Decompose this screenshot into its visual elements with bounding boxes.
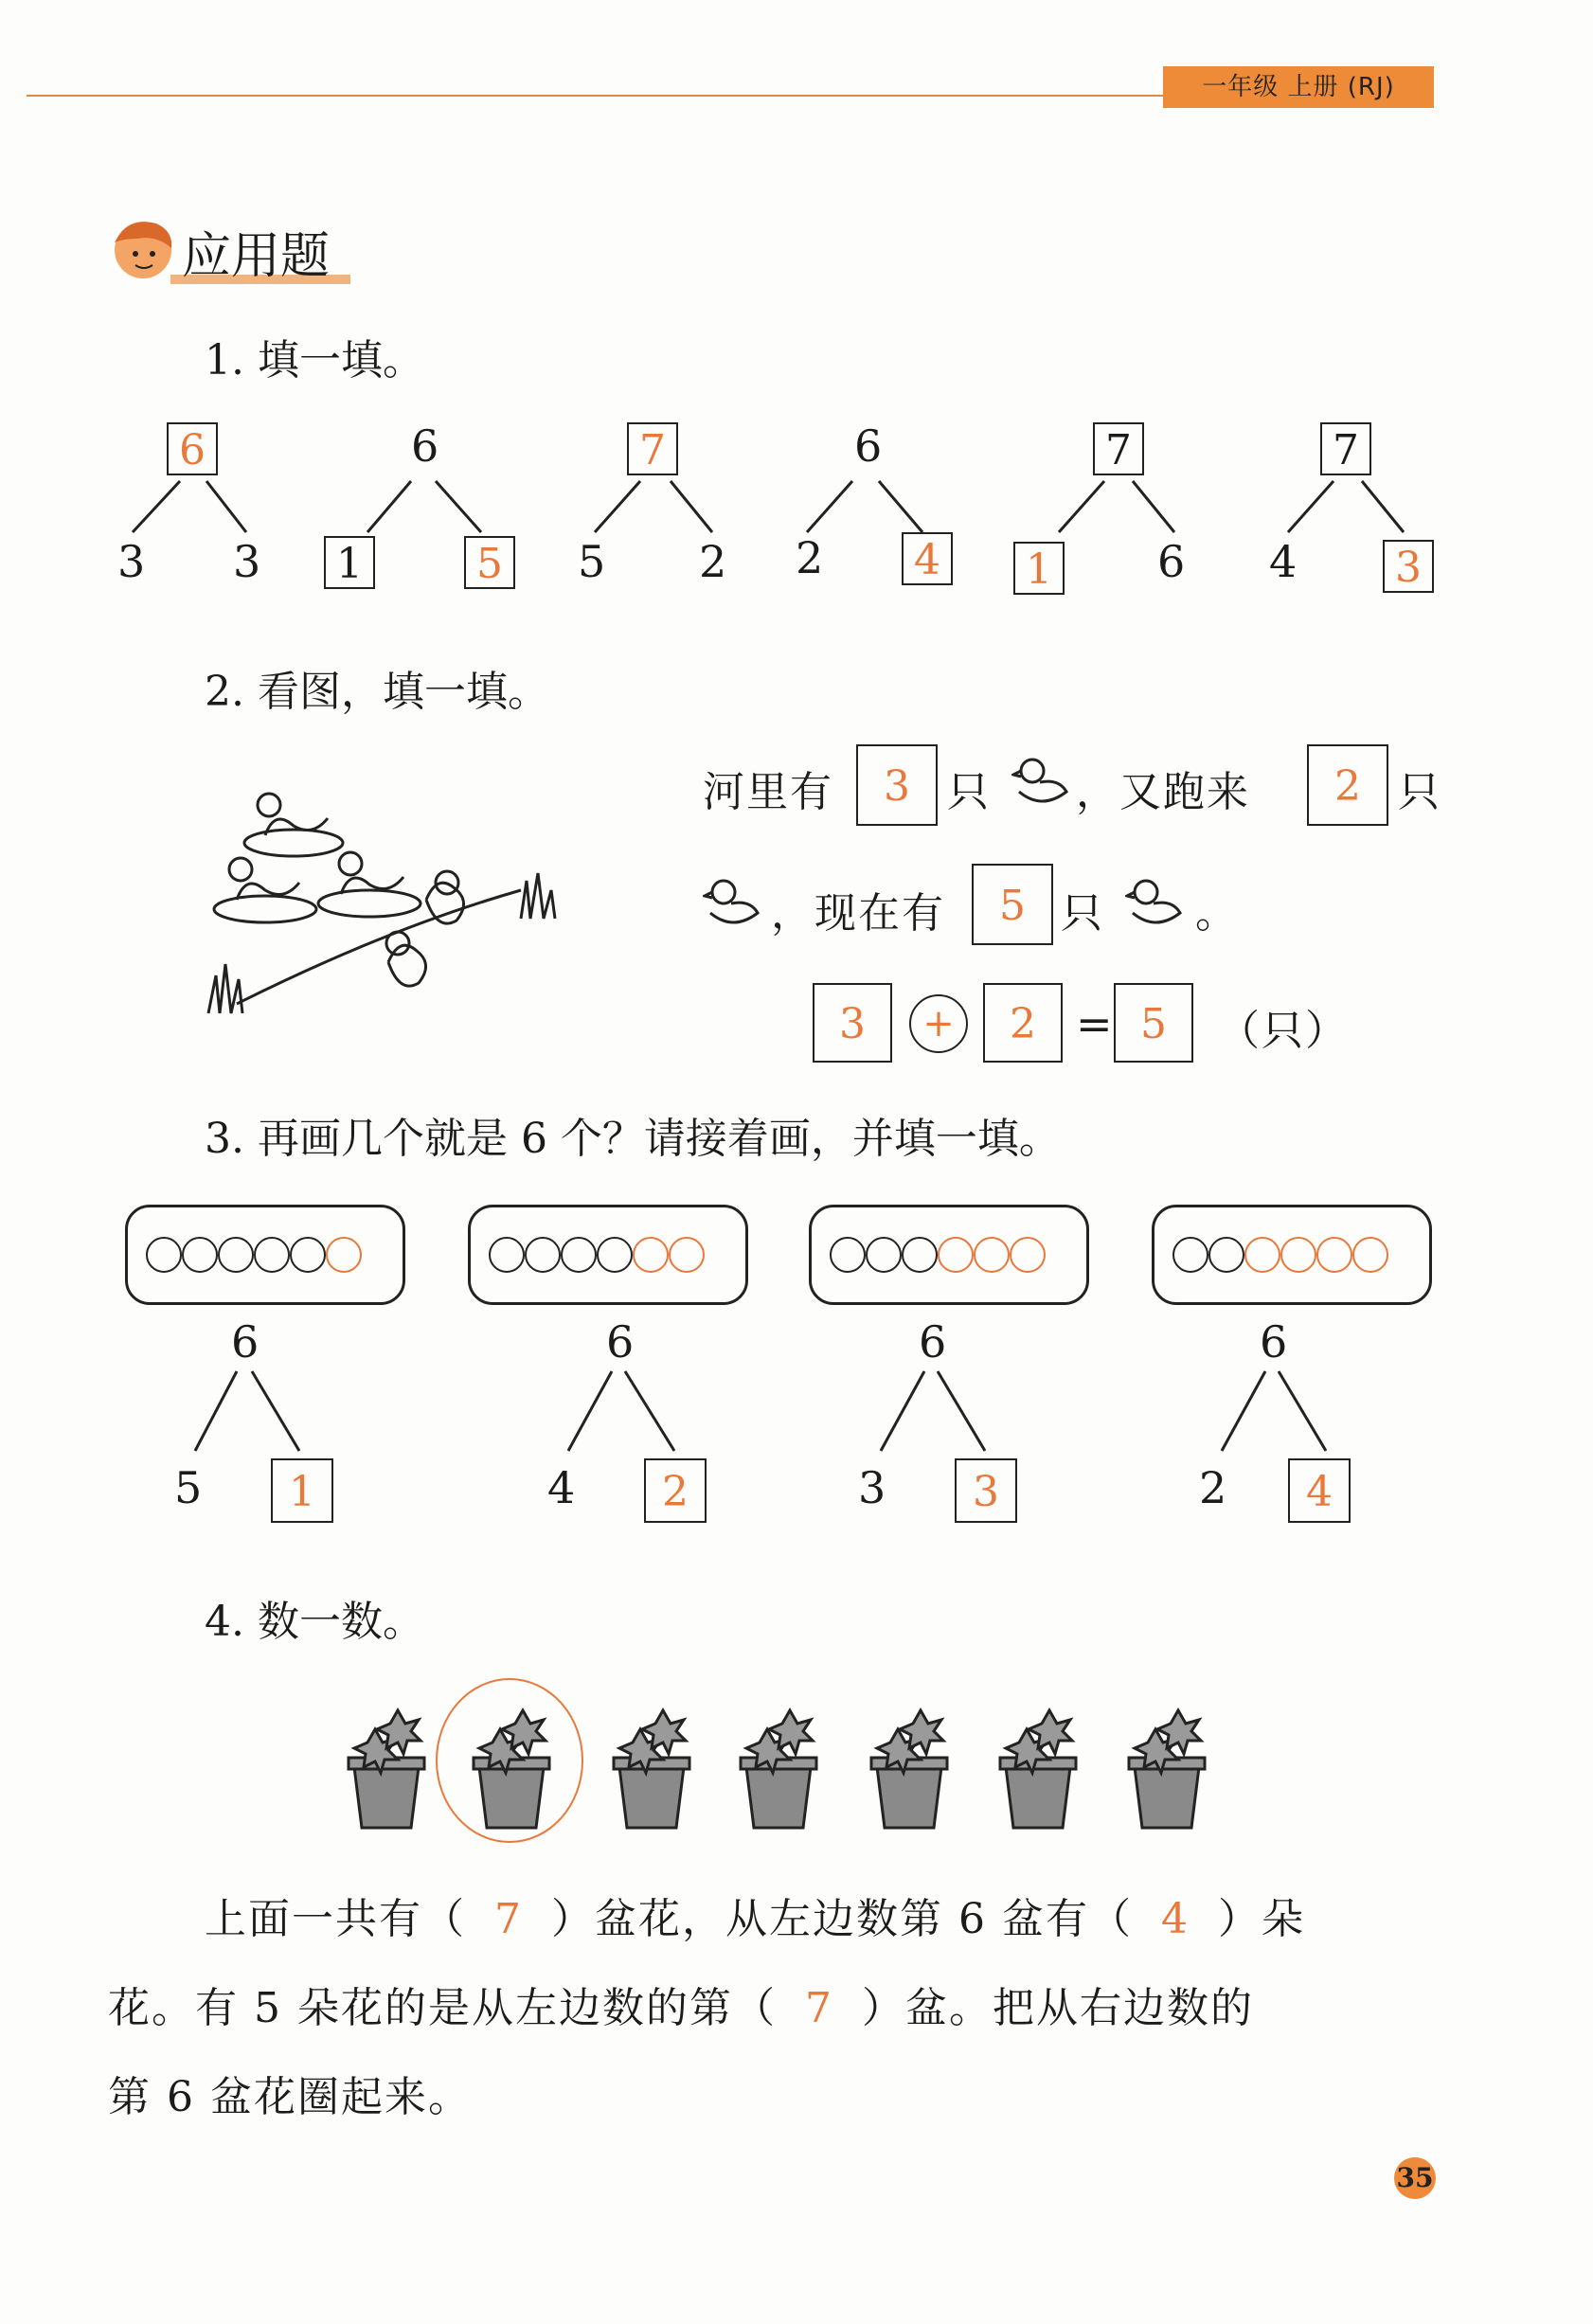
q4-text-b: ）盆花，从左边数第 6 盆有（ [551,1895,1133,1943]
given-circle [597,1237,633,1273]
q3-g4-right: 4 [1288,1458,1351,1523]
drawn-circle [974,1237,1010,1273]
section-title: 应用题 [182,228,331,285]
q1-tree3-left: 5 [578,536,606,587]
flower-pot-icon [722,1686,835,1837]
q1-tree1-top: 6 [167,422,218,475]
q4-answer-five: 7 [804,1984,833,2032]
duck-icon [1125,875,1184,928]
q3-g2-top: 6 [606,1316,635,1368]
flower-pot-icon [981,1686,1095,1837]
drawn-circle [633,1237,669,1273]
eq-box-a: 3 [813,983,892,1063]
q1-tree1-right: 3 [233,536,261,587]
given-circle [218,1237,254,1273]
drawn-circle [326,1237,362,1273]
q4-prompt: 4. 数一数。 [205,1598,424,1646]
q2-text-only2: 只 [1398,768,1441,816]
q4-text-c: ）朵 [1217,1895,1305,1943]
drawn-circle [1280,1237,1316,1273]
flower-pot-icon [852,1686,966,1837]
q1-tree6-right: 3 [1383,540,1434,593]
q3-g1-left: 5 [174,1462,203,1513]
page-number: 35 [1394,2157,1436,2199]
duck-icon [703,875,761,928]
given-circle [830,1237,866,1273]
q2-box-now: 5 [972,864,1053,945]
q4-text-a: 上面一共有（ [205,1895,466,1943]
q4-answer-sixth: 4 [1160,1895,1190,1943]
q1-tree4-right: 4 [902,532,953,585]
q1-tree4-left: 2 [796,532,824,583]
q1-tree1-left: 3 [117,536,146,587]
q2-text-river: 河里有 [703,768,833,816]
drawn-circle [1352,1237,1388,1273]
q1-prompt: 1. 填一填。 [205,336,424,384]
q1-tree4-top: 6 [854,420,883,472]
drawn-circle [1316,1237,1352,1273]
flower-pot-icon [330,1686,443,1837]
q1-tree3-right: 2 [699,536,727,587]
drawn-circle [1010,1237,1046,1273]
given-circle [525,1237,561,1273]
q2-text-only3: 只 [1061,889,1104,938]
q4-line2 [108,1974,1254,2034]
eq-unit: （只） [1218,1007,1349,1055]
given-circle [1172,1237,1208,1273]
q1-tree2-right: 5 [464,536,515,589]
q2-text-ran: ，又跑来 [1076,768,1250,816]
q2-text-now: ，现在有 [771,889,945,938]
q4-text-e: ）盆。把从右边数的 [861,1984,1254,2032]
q1-tree3-top: 7 [627,422,678,475]
q3-prompt: 3. 再画几个就是 6 个？请接着画，并填一填。 [205,1115,1061,1163]
eq-box-c: 5 [1114,983,1193,1063]
q3-g1-top: 6 [231,1316,260,1368]
q4-line3: 第 6 盆花圈起来。 [108,2073,472,2121]
flower-pot-icon [595,1686,708,1837]
given-circle [561,1237,597,1273]
q2-text-only1: 只 [947,768,991,816]
q2-box-ran: 2 [1307,744,1388,826]
duck-icon [1011,754,1070,807]
flower-pot-icon [1110,1686,1224,1837]
circled-pot-ring [436,1678,583,1843]
q1-tree2-top: 6 [411,420,439,472]
q3-g4-left: 2 [1199,1462,1227,1513]
q3-g1-right: 1 [271,1458,333,1523]
q3-g3-left: 3 [858,1462,886,1513]
given-circle [146,1237,182,1273]
drawn-circle [669,1237,705,1273]
q2-text-period: 。 [1195,889,1239,938]
q1-tree5-right: 6 [1157,536,1186,587]
q2-box-river: 3 [856,744,938,826]
q1-tree6-top: 7 [1320,422,1371,475]
given-circle [182,1237,218,1273]
drawn-circle [1244,1237,1280,1273]
given-circle [254,1237,290,1273]
grade-tab: 一年级 上册 (RJ) [1163,66,1434,108]
given-circle [290,1237,326,1273]
q3-g3-top: 6 [919,1316,947,1368]
given-circle [489,1237,525,1273]
q1-tree5-left: 1 [1013,542,1065,595]
q4-line1 [205,1885,1305,1945]
eq-equals: = [1076,998,1113,1049]
q3-g2-left: 4 [547,1462,576,1513]
q4-text-d: 花。有 5 朵花的是从左边数的第（ [108,1984,777,2032]
q3-g4-top: 6 [1260,1316,1288,1368]
q1-tree6-left: 4 [1269,536,1298,587]
given-circle [1208,1237,1244,1273]
q1-tree2-left: 1 [324,536,375,589]
q4-answer-total: 7 [494,1895,523,1943]
drawn-circle [938,1237,974,1273]
q3-g3-right: 3 [955,1458,1017,1523]
given-circle [902,1237,938,1273]
given-circle [866,1237,902,1273]
ducks-illustration [199,777,625,1032]
eq-box-b: 2 [983,983,1063,1063]
eq-operator: + [909,994,968,1053]
q2-prompt: 2. 看图，填一填。 [205,668,549,716]
q1-tree5-top: 7 [1093,422,1144,475]
q3-g2-right: 2 [644,1458,707,1523]
